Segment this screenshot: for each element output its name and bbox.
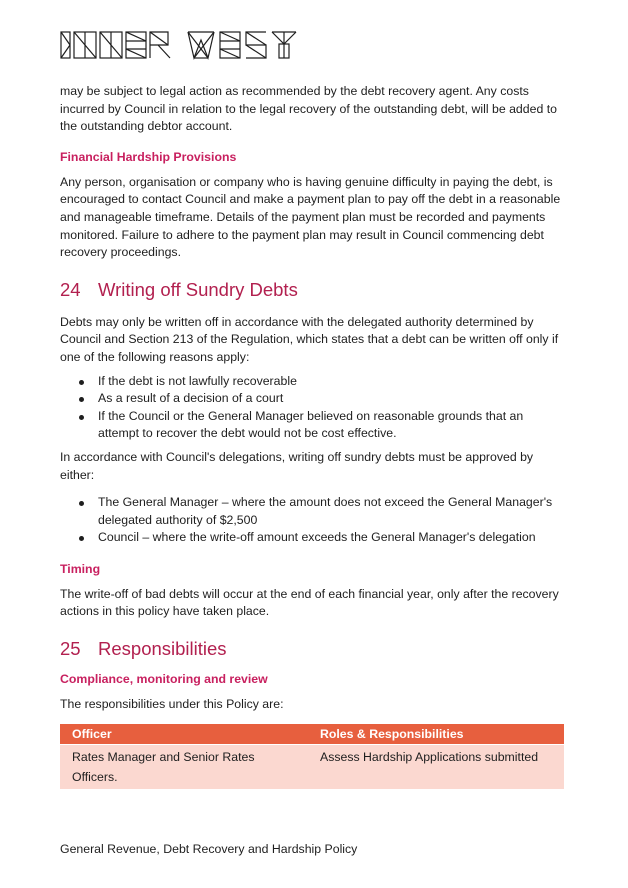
section-number: 25 [60,638,81,660]
list-item: Council – where the write-off amount exceeds the General Manager's delegation [60,529,565,547]
table-cell-roles: Assess Hardship Applications submitted [308,744,564,789]
table-row [60,744,564,789]
list-item: If the Council or the General Manager believed on reasonable grounds that an attempt to recover the debt would not be cost effective. [60,408,565,443]
responsibilities-intro: The responsibilities under this Policy are: [60,697,284,712]
hardship-heading: Financial Hardship Provisions [60,149,237,164]
table-header-roles: Roles & Responsibilities [308,724,564,745]
table-header-officer: Officer [60,724,308,745]
list-item: As a result of a decision of a court [60,390,565,408]
section-number: 24 [60,278,81,300]
writeoff-paragraph: Debts may only be written off in accordance with the delegated authority determined by Council and Section 213 of the Regulation, which states that a debt can be written off only if one of the following reasons apply: [60,314,559,364]
table-cell-officer: Rates Manager and Senior Rates Officers. [60,744,308,789]
timing-heading: Timing [60,561,101,576]
timing-paragraph: The write-off of bad debts will occur at the end of each financial year, only after the recovery actions in this policy have taken place. [60,586,559,619]
responsibilities-table [60,724,564,789]
hardship-paragraph: Any person, organisation or company who is having genuine difficulty in paying the debt, is encouraged to contact Council and make a payment plan to pay off the debt in a reasonable and manageable timeframe. Details of the payment plan must be recorded and payments monitored. Failure to adhere to the payment plan may result in Council commencing debt recovery proceedings. [60,174,561,260]
document-body [60,83,565,789]
page-footer: General Revenue, Debt Recovery and Hardship Policy [60,842,358,856]
reasons-list [60,373,565,443]
section-24-heading [60,278,565,302]
section-25-heading [60,637,565,661]
delegation-paragraph: In accordance with Council's delegations, writing off sundry debts must be approved by either: [60,449,534,482]
section-title: Responsibilities [98,638,227,660]
inner-west-logo [60,30,300,60]
section-title: Writing off Sundry Debts [98,278,298,300]
intro-paragraph: may be subject to legal action as recommended by the debt recovery agent. Any costs incurred by Council in relation to the legal recovery of the outstanding debt, will be added to the outstanding debtor account. [60,84,557,134]
list-item: If the debt is not lawfully recoverable [60,373,565,391]
table-header-row [60,724,564,745]
list-item: The General Manager – where the amount does not exceed the General Manager's delegated authority of $2,500 [60,494,565,529]
logo-mark [60,30,300,60]
compliance-heading: Compliance, monitoring and review [60,672,268,687]
approvers-list [60,494,565,547]
